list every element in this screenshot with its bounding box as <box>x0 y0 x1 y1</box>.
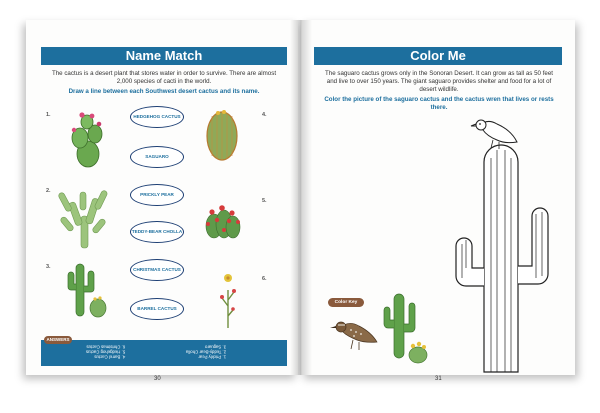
name-oval-prickly-pear[interactable]: PRICKLY PEAR <box>130 184 184 206</box>
answers-label: ANSWERS <box>44 336 72 344</box>
item-number-2: 2. <box>46 188 51 194</box>
left-instruction: Draw a line between each Southwest desert cactus and its name. <box>68 88 260 95</box>
item-number-4: 4. <box>262 112 267 118</box>
christmas-cactus-illustration[interactable] <box>216 270 240 330</box>
answer-line: 4. Barrel Cactus <box>94 354 126 360</box>
answers-group-1 <box>186 344 226 360</box>
item-number-6: 6. <box>262 276 267 282</box>
barrel-cactus-color-key <box>405 338 431 364</box>
saguaro-coloring-outline[interactable] <box>446 136 556 374</box>
name-oval-barrel-cactus[interactable]: BARREL CACTUS <box>130 298 184 320</box>
name-match-title: Name Match <box>41 47 287 65</box>
name-oval-teddy-bear-cholla[interactable]: TEDDY-BEAR CHOLLA <box>130 221 184 243</box>
answer-line: 3. Saguaro <box>205 344 227 350</box>
right-intro-text: The saguaro cactus grows only in the Sonoran Desert. It can grow as tall as 50 feet and live to over 150 years. The giant saguaro provides shelter and food for a lot of desert wildlife. <box>324 70 554 93</box>
left-page <box>26 20 298 382</box>
name-oval-christmas-cactus[interactable]: CHRISTMAS CACTUS <box>130 259 184 281</box>
cactus-wren-color-key <box>329 312 379 352</box>
cactus-wren-outline[interactable] <box>471 112 521 152</box>
answer-line: 1. Prickly Pear <box>198 354 227 360</box>
name-oval-hedgehog[interactable]: HEDGEHOG CACTUS <box>130 106 184 128</box>
item-number-1: 1. <box>46 112 51 118</box>
hedgehog-cactus-illustration[interactable] <box>202 198 244 242</box>
saguaro-small-illustration[interactable] <box>64 260 108 318</box>
teddy-bear-cholla-illustration[interactable] <box>56 188 112 250</box>
color-me-title: Color Me <box>314 47 562 65</box>
answer-line: 6. Christmas Cactus <box>86 344 126 350</box>
right-page <box>301 20 575 382</box>
answer-line: 2. Teddy-Bear Cholla <box>186 349 227 355</box>
answers-group-2 <box>86 344 125 360</box>
prickly-pear-illustration[interactable] <box>68 108 108 168</box>
item-number-3: 3. <box>46 264 51 270</box>
left-intro-text: The cactus is a desert plant that stores water in order to survive. There are almost 2,000 species of cacti in the world. <box>51 70 277 85</box>
color-key-label: Color Key <box>328 298 364 307</box>
barrel-cactus-illustration[interactable] <box>204 106 240 162</box>
answers-bar <box>41 340 287 366</box>
item-number-5: 5. <box>262 198 267 204</box>
name-oval-saguaro[interactable]: SAGUARO <box>130 146 184 168</box>
right-instruction: Color the picture of the saguaro cactus and the cactus wren that lives or rests there. <box>324 96 554 111</box>
page-number-right: 31 <box>435 376 442 382</box>
answer-line: 5. Hedgehog Cactus <box>86 349 126 355</box>
page-number-left: 30 <box>154 376 161 382</box>
